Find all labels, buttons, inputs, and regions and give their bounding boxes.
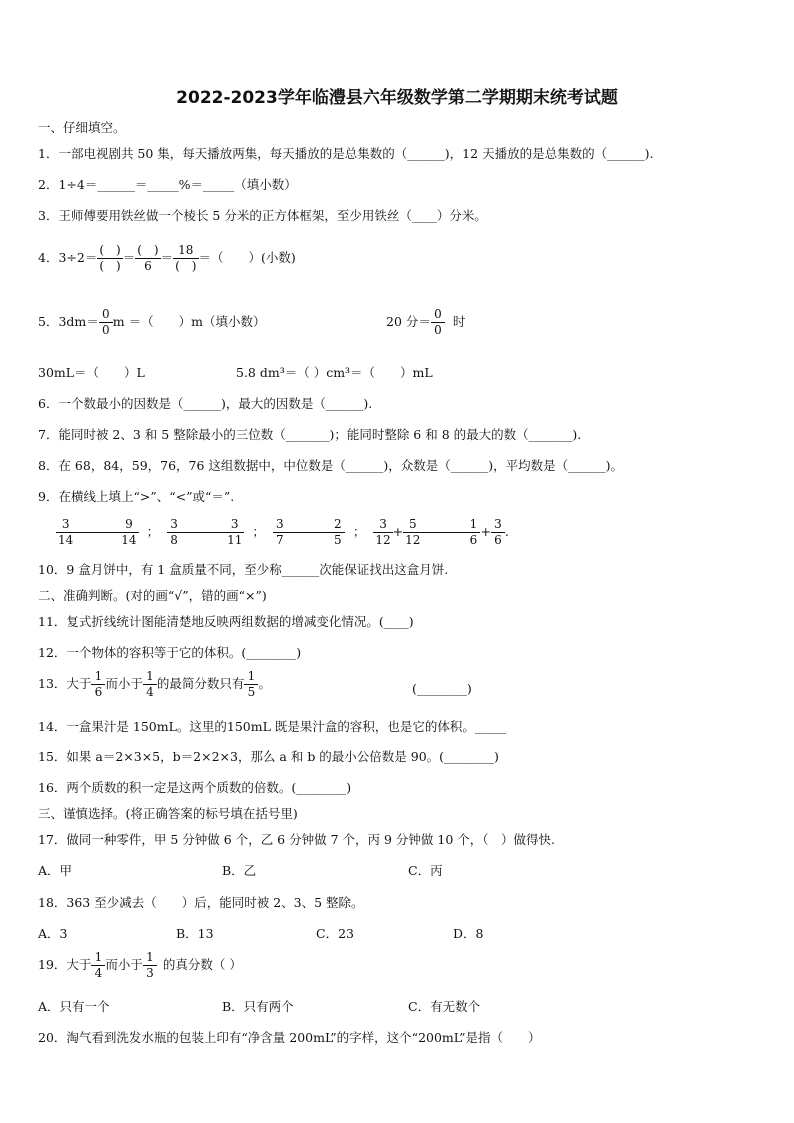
q17-option-c[interactable]: C．丙 bbox=[408, 863, 443, 878]
fraction: $\frac{3}{11}$ bbox=[227, 517, 243, 547]
fraction: $\frac{3}{7}$ bbox=[274, 518, 286, 546]
section-heading-fill-blanks: 一、仔细填空。 bbox=[38, 120, 126, 135]
fraction: $\frac{1}{6}$ bbox=[92, 670, 104, 698]
fraction: $\frac{1}{3}$ bbox=[144, 951, 156, 979]
question-10: 10．9 盒月饼中，有 1 盒质量不同，至少称______次能保证找出这盒月饼. bbox=[38, 562, 449, 577]
question-18: 18．363 至少减去（ ）后，能同时被 2、3、5 整除。 bbox=[38, 895, 364, 910]
section-heading-choice: 三、谨慎选择。(将正确答案的标号填在括号里) bbox=[38, 806, 298, 821]
question-1: 1．一部电视剧共 50 集，每天播放两集，每天播放的是总集数的（______)，12 天播放的是总集数的（______). bbox=[38, 146, 654, 161]
question-7: 7．能同时被 2、3 和 5 整除最小的三位数（_______)；能同时整除 6 和 8 的最大的数（_______). bbox=[38, 427, 582, 442]
question-12: 12．一个物体的容积等于它的体积。(________) bbox=[38, 645, 302, 660]
fraction: $\frac{1}{6}$ bbox=[467, 518, 479, 546]
q18-option-a[interactable]: A．3 bbox=[38, 926, 68, 941]
q17-option-b[interactable]: B．乙 bbox=[222, 863, 257, 878]
fraction: $\frac{1}{4}$ bbox=[144, 670, 156, 698]
q18-option-d[interactable]: D．8 bbox=[453, 926, 484, 941]
q18-option-b[interactable]: B．13 bbox=[176, 926, 214, 941]
question-16: 16．两个质数的积一定是这两个质数的倍数。(________) bbox=[38, 780, 352, 795]
page-title: 2022-2023学年临澧县六年级数学第二学期期末统考试题 bbox=[176, 88, 618, 108]
question-20: 20．淘气看到洗发水瓶的包装上印有“净含量 200mL”的字样，这个“200mL”是指（ ） bbox=[38, 1030, 541, 1045]
question-19: 19．大于 $\frac{1}{4}$ 而小于 $\frac{1}{3}$ 的真分数（ ） bbox=[38, 950, 242, 980]
question-6: 6．一个数最小的因数是（______)，最大的因数是（______). bbox=[38, 396, 373, 411]
q9-comparisons: $\frac{3}{14}$ $\frac{9}{14}$ ； $\frac{3}{8}$ $\frac{3}{11}$ ； $\frac{3}{7}$ $\frac{2}{5}$ ； $\frac{3}{12}$ + $\frac{5}{12}$ $\frac{1}{6}$ + $\frac{3}{6}$ . bbox=[58, 517, 509, 547]
fraction: $\frac{3}{6}$ bbox=[492, 518, 504, 546]
fraction: $\frac{3}{8}$ bbox=[168, 518, 180, 546]
fraction: $\frac{0}{0}$ bbox=[100, 308, 112, 336]
question-5c-2: 5.8 dm³＝（ ）cm³＝（ ）mL bbox=[236, 365, 433, 380]
question-2: 2．1÷4＝______＝_____%＝_____（填小数） bbox=[38, 177, 297, 192]
q18-option-c[interactable]: C．23 bbox=[316, 926, 354, 941]
question-17: 17．做同一种零件，甲 5 分钟做 6 个，乙 6 分钟做 7 个，丙 9 分钟做 10 个，（ ）做得快. bbox=[38, 832, 555, 847]
q19-option-c[interactable]: C．有无数个 bbox=[408, 999, 481, 1014]
fraction: $\frac{0}{0}$ bbox=[432, 308, 444, 336]
question-11: 11．复式折线统计图能清楚地反映两组数据的增减变化情况。(____) bbox=[38, 614, 414, 629]
question-9: 9．在横线上填上“>”、“<”或“＝”. bbox=[38, 489, 235, 504]
fraction: $\frac{1}{4}$ bbox=[92, 951, 104, 979]
q19-option-b[interactable]: B．只有两个 bbox=[222, 999, 294, 1014]
fraction: $\frac{1}{5}$ bbox=[245, 670, 257, 698]
answer-line[interactable] bbox=[422, 532, 466, 533]
question-5c-1: 30mL＝（ ）L bbox=[38, 365, 145, 380]
question-4: 4．3÷2＝ $\frac{( )}{( )}$ ＝ $\frac{( )}{6}$ ＝ $\frac{18}{( )}$ ＝（ ）(小数) bbox=[38, 243, 296, 273]
fraction: $\frac{5}{12}$ bbox=[405, 517, 421, 547]
question-3: 3．王师傅要用铁丝做一个棱长 5 分米的正方体框架，至少用铁丝（____）分米。 bbox=[38, 208, 487, 223]
q19-option-a[interactable]: A．只有一个 bbox=[38, 999, 110, 1014]
q4-prefix: 4．3÷2＝ bbox=[38, 249, 98, 265]
fraction: $\frac{3}{14}$ bbox=[58, 517, 74, 547]
fraction: $\frac{3}{12}$ bbox=[375, 517, 391, 547]
q17-option-a[interactable]: A．甲 bbox=[38, 863, 73, 878]
fraction: $\frac{18}{( )}$ bbox=[175, 243, 197, 273]
answer-line[interactable] bbox=[75, 532, 119, 533]
fraction: $\frac{9}{14}$ bbox=[121, 517, 137, 547]
question-15: 15．如果 a＝2×3×5，b＝2×2×3，那么 a 和 b 的最小公倍数是 90。(________) bbox=[38, 749, 499, 764]
answer-line[interactable] bbox=[287, 532, 331, 533]
question-14: 14．一盒果汁是 150mL。这里的150mL 既是果汁盒的容积，也是它的体积。_____ bbox=[38, 719, 507, 734]
q13-answer-blank[interactable]: (________) bbox=[412, 681, 472, 696]
question-5: 5．3dm＝ $\frac{0}{0}$ m ＝（ ）m（填小数） bbox=[38, 307, 266, 337]
answer-line[interactable] bbox=[181, 532, 225, 533]
fraction: $\frac{( )}{6}$ bbox=[137, 243, 159, 273]
question-13: 13．大于 $\frac{1}{6}$ 而小于 $\frac{1}{4}$ 的最简分数只有 $\frac{1}{5}$ 。 bbox=[38, 669, 271, 699]
fraction: $\frac{2}{5}$ bbox=[332, 518, 344, 546]
question-5b: 20 分＝ $\frac{0}{0}$ 时 bbox=[386, 307, 466, 337]
question-8: 8．在 68，84，59，76，76 这组数据中，中位数是（______)，众数是（______)，平均数是（______)。 bbox=[38, 458, 624, 473]
fraction: $\frac{( )}{( )}$ bbox=[99, 243, 121, 273]
q4-suffix: ＝（ ）(小数) bbox=[198, 249, 296, 265]
section-heading-judge: 二、准确判断。(对的画“√”，错的画“×”) bbox=[38, 588, 267, 603]
